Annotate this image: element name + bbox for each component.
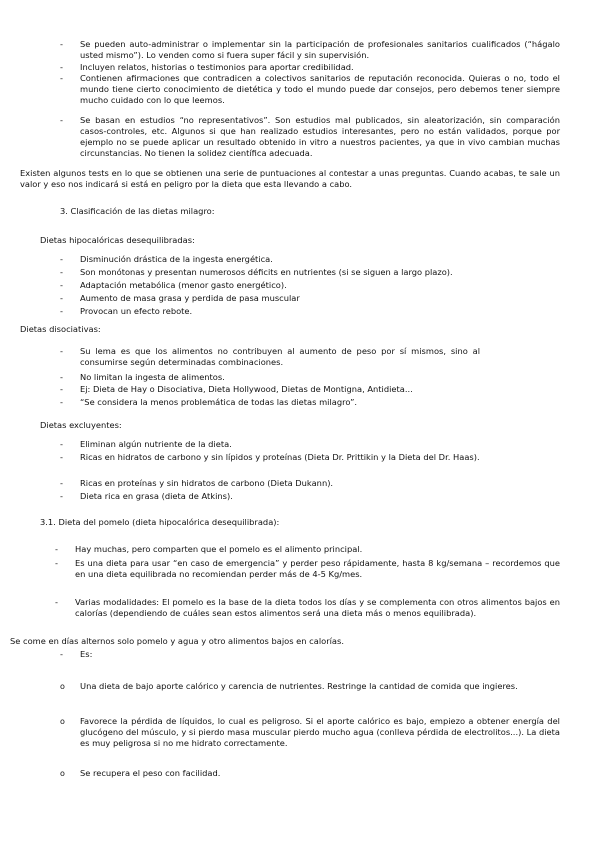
list-item-text: Contienen afirmaciones que contradicen a colectivos sanitarios de reputación reconocida. Quieras o no, todo el mundo tiene cierto conocimiento de dietética y todo el mundo puede dar consejos, pero debemos tener siempre mucho cuidado con lo que leemos. [80,73,560,105]
dash-bullet: - [60,280,63,290]
dash-bullet: - [60,267,63,277]
list-item-text: Es una dieta para usar “en caso de emergencia” y perder peso rápidamente, hasta 8 kg/semana – recordemos que en una dieta equilibrada no recomiendan perder más de 4-5 Kg/mes. [75,558,560,579]
sub-list-item [60,768,560,779]
subsection-title-hipocaloricas: Dietas hipocalóricas desequilibradas: [40,235,195,245]
list-item-text: Se pueden auto-administrar o implementar sin la participación de profesionales sanitarios cualificados (“hágalo usted mismo”). Lo venden como si fuera super fácil y sin supervisión. [80,39,560,60]
list-item-text: Hay muchas, pero comparten que el pomelo es el alimento principal. [75,544,363,554]
dash-bullet: - [60,73,63,83]
list-item-text: No limitan la ingesta de alimentos. [80,372,225,382]
circle-bullet-icon: o [60,717,65,726]
list-item [60,115,560,159]
list-item-text: Dieta rica en grasa (dieta de Atkins). [80,491,233,501]
list-item [60,439,520,450]
list-item [60,384,520,395]
dash-bullet: - [60,439,63,449]
list-item [60,73,560,106]
list-item [60,306,520,317]
list-item-text: Ej: Dieta de Hay o Disociativa, Dieta Hollywood, Dietas de Montigna, Antidieta... [80,384,413,394]
list-item [60,62,560,73]
list-item [60,478,520,489]
list-item-text: Aumento de masa grasa y perdida de pasa muscular [80,293,300,303]
dash-bullet: - [60,452,63,462]
list-item-text: Se basan en estudios “no representativos”. Son estudios mal publicados, sin aleatorización, sin comparación casos-controles, etc. Algunos si que han realizado estudios interesantes, pero no están validados, porque por ejemplo no se puede aplicar un resultado obtenido in vitro a nuestros pacientes, ya que in vivo cambian muchas circunstancias. No tienen la solidez científica adecuada. [80,115,560,158]
list-item-text: Disminución drástica de la ingesta energética. [80,254,273,264]
sub-list-item-text: Una dieta de bajo aporte calórico y carencia de nutrientes. Restringe la cantidad de comida que ingieres. [80,681,518,691]
dash-bullet: - [60,491,63,501]
sub-list-item-text: Favorece la pérdida de líquidos, lo cual es peligroso. Si el aporte calórico es bajo, empiezo a obtener energía del glucógeno del músculo, y si pierdo masa muscular pierdo mucho agua (conlleva pérdida de electrolitos...). La dieta es muy peligrosa si no me hidrato correctamente. [80,716,560,748]
subsection-title-excluyentes: Dietas excluyentes: [40,420,122,430]
subsection-title-pomelo: 3.1. Dieta del pomelo (dieta hipocalórica desequilibrada): [40,517,280,527]
list-item-text: Ricas en proteínas y sin hidratos de carbono (Dieta Dukann). [80,478,334,488]
dash-bullet: - [60,306,63,316]
list-item [60,280,520,291]
list-item [60,293,520,304]
list-item [60,649,92,660]
dash-bullet: - [60,39,63,49]
list-item [60,254,520,265]
es-label: Es: [80,649,93,659]
list-item [60,397,520,408]
dash-bullet: - [55,558,58,568]
list-item-text: Adaptación metabólica (menor gasto energético). [80,280,287,290]
list-item [55,558,560,580]
dash-bullet: - [60,115,63,125]
list-item-text: Eliminan algún nutriente de la dieta. [80,439,232,449]
dash-bullet: - [60,346,63,356]
dash-bullet: - [60,649,63,659]
section-title: 3. Clasificación de las dietas milagro: [60,206,215,216]
list-item [55,544,560,555]
dash-bullet: - [60,254,63,264]
dash-bullet: - [60,372,63,382]
list-item [55,597,560,619]
list-item [60,267,520,278]
list-item [60,372,520,383]
pomelo-note: Se come en días alternos solo pomelo y agua y otro alimentos bajos en calorías. [10,636,344,646]
list-item-text: Son monótonas y presentan numerosos déficits en nutrientes (si se siguen a largo plazo). [80,267,453,277]
tests-paragraph: Existen algunos tests en lo que se obtienen una serie de puntuaciones al contestar a unas preguntas. Cuando acabas, te sale un valor y eso nos indicará si está en peligro por la dieta que esta llevando a cabo. [20,168,560,189]
circle-bullet-icon: o [60,682,65,691]
list-item [60,491,520,502]
dash-bullet: - [60,293,63,303]
list-item-text: Incluyen relatos, historias o testimonios para aportar credibilidad. [80,62,354,72]
circle-bullet-icon: o [60,769,65,778]
dash-bullet: - [55,544,58,554]
list-item [60,39,560,61]
list-item [60,346,480,368]
sub-list-item [60,716,560,749]
sub-list-item-text: Se recupera el peso con facilidad. [80,768,221,778]
list-item-text: “Se considera la menos problemática de todas las dietas milagro”. [80,397,358,407]
dash-bullet: - [60,397,63,407]
list-item-text: Varias modalidades: El pomelo es la base de la dieta todos los días y se complementa con otros alimentos bajos en calorías (dependiendo de cuáles sean estos alimentos será una dieta más o menos equilibrada). [75,597,560,618]
list-item [60,452,490,463]
list-item-text: Su lema es que los alimentos no contribuyen al aumento de peso por sí mismos, sino al consumirse según determinadas combinaciones. [80,346,480,367]
list-item-text: Ricas en hidratos de carbono y sin lípidos y proteínas (Dieta Dr. Prittikin y la Dieta del Dr. Haas). [80,452,480,462]
subsection-title-disociativas: Dietas disociativas: [20,324,101,334]
dash-bullet: - [60,62,63,72]
sub-list-item [60,681,560,692]
dash-bullet: - [60,384,63,394]
dash-bullet: - [60,478,63,488]
list-item-text: Provocan un efecto rebote. [80,306,193,316]
dash-bullet: - [55,597,58,607]
